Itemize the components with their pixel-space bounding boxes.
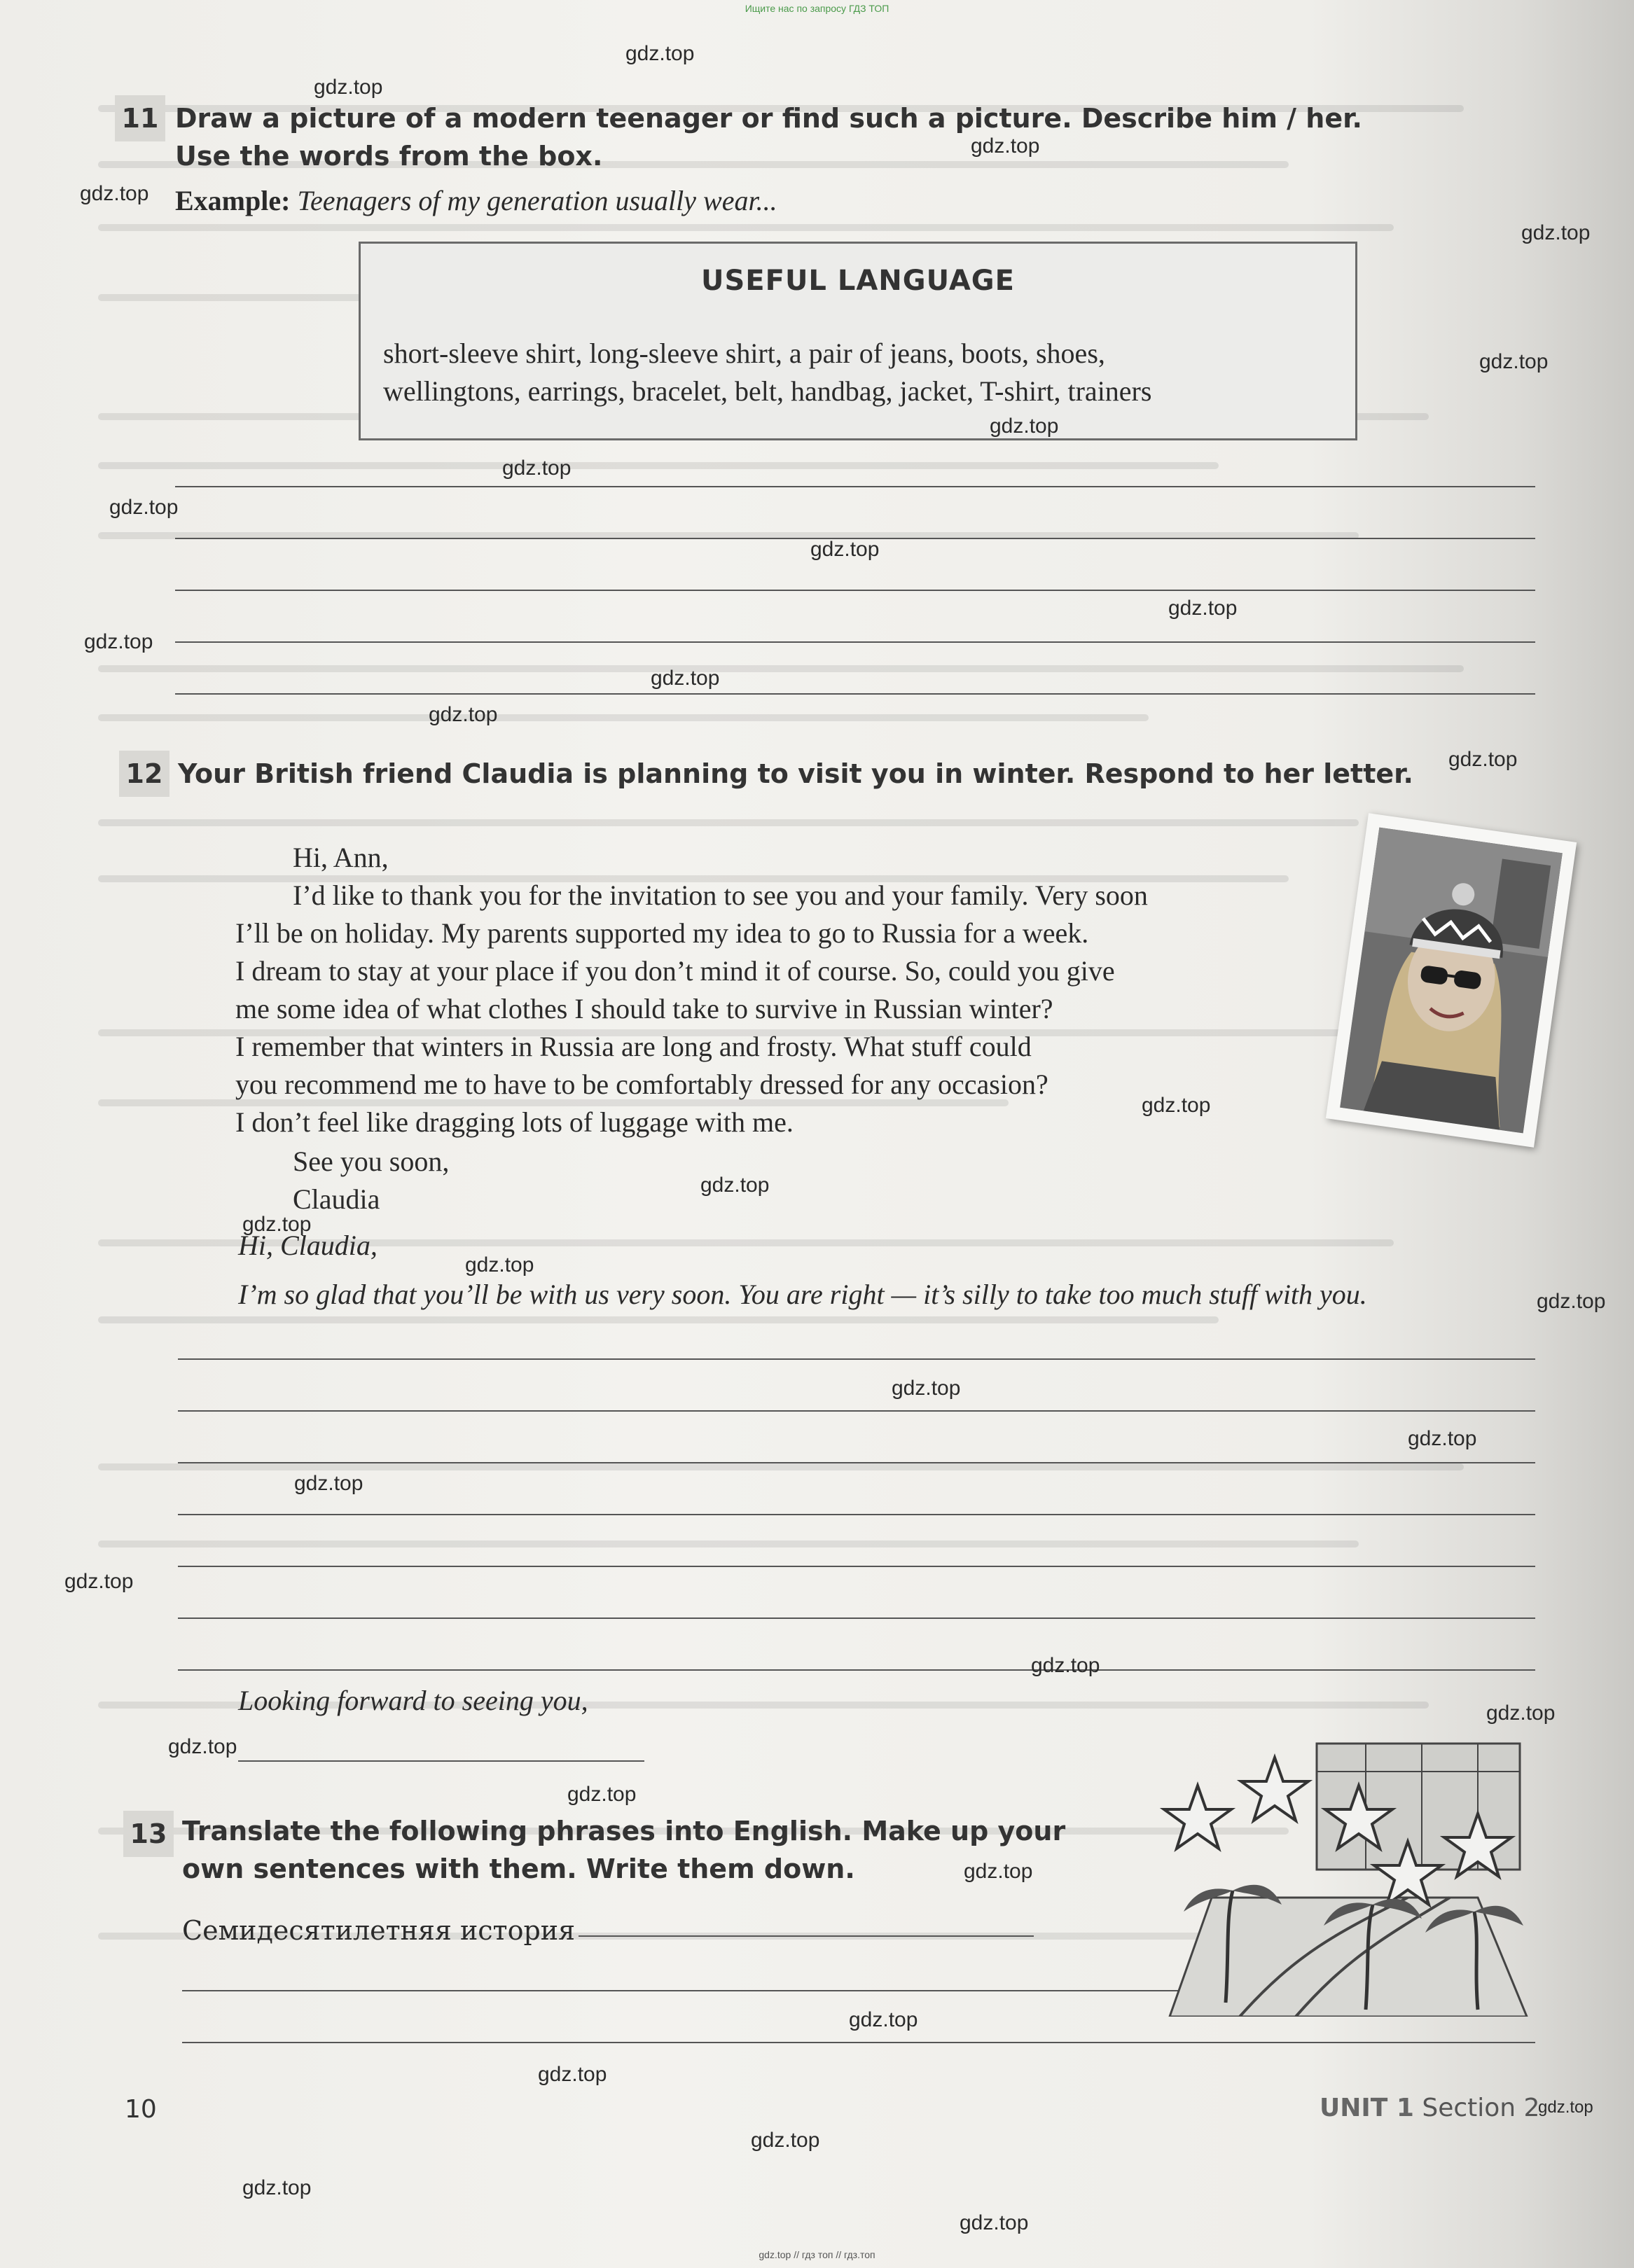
translation-phrase: Семидесятилетняя история [182,1915,576,1946]
example-label: Example: [175,185,291,216]
example-text: Teenagers of my generation usually wear... [297,185,777,216]
watermark: gdz.top [109,496,179,519]
writing-line[interactable] [175,590,1535,591]
walk-of-fame-illustration [1156,1723,1534,2017]
reply-closing: Looking forward to seeing you, [238,1685,588,1716]
claudia-photo [1326,813,1577,1147]
watermark: gdz.top [429,703,498,726]
watermark: gdz.top [810,538,880,561]
reply-greeting: Hi, Claudia, [238,1230,378,1261]
watermark: gdz.top [242,2176,312,2199]
exercise-11-number: 11 [115,95,165,141]
watermark: gdz.top [751,2129,820,2152]
watermark: gdz.top [465,1253,534,1276]
watermark: gdz.top [64,1570,134,1593]
watermark: gdz.top [1142,1094,1211,1117]
letter-line: I’ll be on holiday. My parents supported my idea to go to Russia for a week. [235,917,1089,949]
watermark: gdz.top [849,2008,918,2031]
watermark: gdz.top [971,134,1040,158]
bottom-note: gdz.top // гдз топ // гдз.топ [759,2249,875,2260]
watermark: gdz.top [1521,221,1591,244]
exercise-13-title-line1: Translate the following phrases into English. Make up your [182,1816,1066,1846]
watermark: gdz.top [960,2211,1029,2234]
unit-label: UNIT 1 [1320,2094,1414,2122]
watermark: gdz.top [168,1735,237,1758]
reply-start: I’m so glad that you’ll be with us very soon. You are right — it’s silly to take too much stuff with you. [238,1279,1367,1310]
exercise-12-number: 12 [119,751,169,797]
page-number: 10 [125,2095,157,2124]
watermark: gdz.top [990,415,1059,438]
watermark: gdz.top [1168,597,1238,620]
watermark: gdz.top [242,1213,312,1236]
letter-line: me some idea of what clothes I should take to survive in Russian winter? [235,993,1053,1024]
useful-language-title: USEFUL LANGUAGE [701,265,1015,297]
watermark: gdz.top [314,76,383,99]
writing-line[interactable] [178,1358,1535,1360]
letter-line: I dream to stay at your place if you don’t mind it of course. So, could you give [235,955,1115,987]
section-label: Section 2 [1422,2094,1540,2122]
watermark: gdz.top [625,42,695,65]
watermark: gdz.top [1448,748,1518,771]
top-note: Ищите нас по запросу ГДЗ ТОП [745,3,889,14]
exercise-11-title-line2: Use the words from the box. [175,141,603,172]
watermark: gdz.top [1537,1290,1606,1313]
letter-signature: Claudia [293,1183,380,1215]
watermark: gdz.top [80,182,149,205]
writing-line[interactable] [579,1935,1034,1937]
letter-line: I remember that winters in Russia are long and frosty. What stuff could [235,1031,1032,1062]
watermark: gdz.top [1408,1427,1477,1450]
letter-line: I’d like to thank you for the invitation to see you and your family. Very soon [293,879,1148,911]
watermark: gdz.top [1031,1654,1100,1677]
watermark: gdz.top [1486,1702,1556,1725]
useful-language-box [359,242,1357,440]
watermark: gdz.top [1479,350,1549,373]
writing-line[interactable] [175,486,1535,487]
writing-line[interactable] [175,641,1535,643]
watermark: gdz.top [84,630,153,653]
exercise-13-title-line2: own sentences with them. Write them down. [182,1853,855,1884]
exercise-13-number: 13 [123,1811,174,1857]
exercise-11-title-line1: Draw a picture of a modern teenager or find such a picture. Describe him / her. [175,103,1362,134]
writing-line[interactable] [178,1669,1535,1671]
watermark: gdz.top [294,1472,364,1495]
letter-line: you recommend me to have to be comfortably dressed for any occasion? [235,1069,1048,1100]
watermark: gdz.top [1538,2098,1593,2117]
useful-language-words [383,335,1151,410]
writing-line[interactable] [178,1617,1535,1619]
useful-language-line1: short-sleeve shirt, long-sleeve shirt, a pair of jeans, boots, shoes, [383,338,1105,369]
watermark: gdz.top [700,1174,770,1197]
writing-line[interactable] [175,693,1535,695]
girl-in-hat-picture [1340,828,1563,1134]
watermark: gdz.top [502,457,572,480]
unit-section-label [1320,2094,1539,2122]
letter-sign-off: See you soon, [293,1146,450,1177]
writing-line[interactable] [178,1410,1535,1412]
exercise-11-example [175,182,777,220]
letter-greeting: Hi, Ann, [293,842,389,873]
writing-line[interactable] [178,1566,1535,1567]
signature-line[interactable] [238,1760,644,1762]
watermark: gdz.top [538,2063,607,2086]
writing-line[interactable] [182,1990,1226,1991]
watermark: gdz.top [651,667,720,690]
exercise-12-title: Your British friend Claudia is planning to visit you in winter. Respond to her letter. [178,758,1413,789]
watermark: gdz.top [567,1783,637,1806]
letter-line: I don’t feel like dragging lots of luggage with me. [235,1106,794,1138]
watermark: gdz.top [964,1860,1033,1883]
useful-language-line2: wellingtons, earrings, bracelet, belt, handbag, jacket, T-shirt, trainers [383,375,1152,407]
writing-line[interactable] [182,2042,1535,2043]
writing-line[interactable] [178,1514,1535,1515]
writing-line[interactable] [178,1462,1535,1463]
watermark: gdz.top [892,1377,961,1400]
